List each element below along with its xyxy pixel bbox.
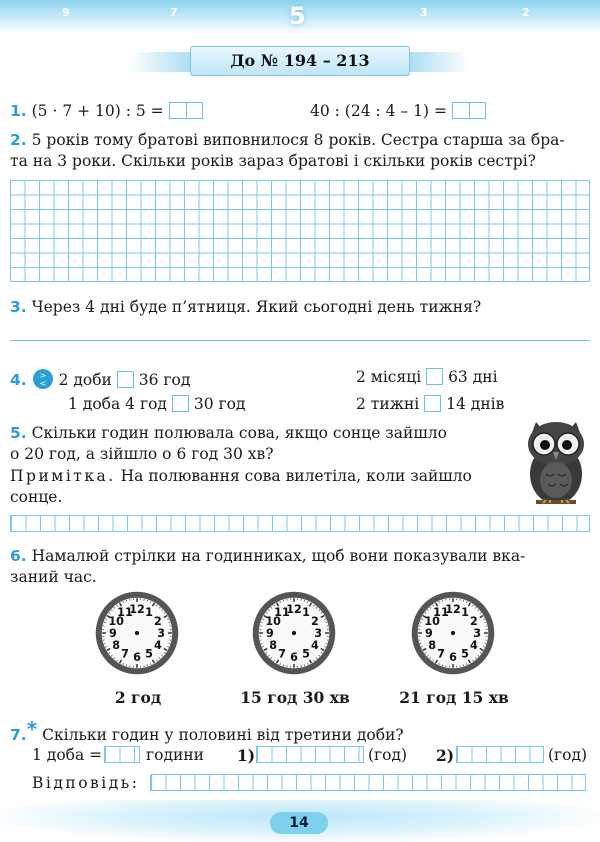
task-number: 5. — [10, 424, 27, 442]
bubble-number: 2 — [522, 6, 530, 19]
task2-line-2: та на 3 роки. Скільки років зараз братові і скільки років сестрі? — [10, 152, 536, 170]
bubble-number: 3 — [420, 6, 428, 19]
task1-expression-2 — [310, 102, 486, 120]
task1-expr1-text: (5 · 7 + 10) : 5 = — [31, 102, 164, 120]
compare-item: 2 місяці — [356, 368, 422, 386]
title-ribbon — [130, 44, 470, 80]
task-number: 2. — [10, 131, 27, 149]
page-number: 14 — [270, 812, 328, 834]
task5-answer-strip[interactable] — [10, 515, 590, 532]
task7-unit: (год) — [368, 746, 408, 764]
clock-dial-number: 10 — [424, 614, 440, 628]
clock-face[interactable] — [251, 590, 337, 676]
clock-dial-number: 11 — [117, 606, 133, 620]
top-decoration-band — [0, 0, 600, 34]
clock-dial — [410, 590, 496, 676]
compare-item: 36 год — [138, 371, 191, 389]
task7-day-label: 1 доба = — [32, 746, 103, 764]
clock-dial-number: 9 — [109, 626, 117, 640]
clock-time-label: 2 год — [114, 688, 162, 707]
task2-answer-grid[interactable] — [10, 180, 590, 282]
task5-note-line-2: сонце. — [10, 488, 63, 506]
clock-time-label: 15 год 30 хв — [240, 688, 350, 707]
task6-text: Намалюй стрілки на годинниках, щоб вони показували вка- — [31, 547, 526, 565]
clock-dial-number: 11 — [433, 606, 449, 620]
task4-row-2-left — [68, 395, 245, 413]
compare-box[interactable] — [117, 371, 134, 388]
compare-box[interactable] — [424, 395, 441, 412]
task7-hours-box[interactable] — [104, 746, 140, 763]
task7-step-1-box[interactable] — [256, 746, 364, 763]
compare-box[interactable] — [426, 368, 443, 385]
clock-dial-number: 10 — [265, 614, 281, 628]
clock-dial-number: 6 — [133, 650, 141, 664]
task4-row-2-right — [356, 395, 504, 413]
task2-text: 5 років тому братові виповнилося 8 років. Сестра старша за бра- — [31, 131, 565, 149]
answer-label: Відповідь: — [32, 774, 140, 792]
clock-center-dot — [451, 631, 455, 635]
clock-dial-number: 1 — [145, 606, 153, 620]
clock-dial-number: 4 — [469, 638, 478, 652]
task7-line — [10, 717, 404, 744]
clock-dial-number: 10 — [108, 614, 124, 628]
task6-line-1 — [10, 547, 525, 565]
clock-face[interactable] — [410, 590, 496, 676]
clock-dial-number: 2 — [469, 614, 478, 628]
task-number: 7. — [10, 726, 27, 744]
compare-signs-icon — [32, 368, 54, 390]
ribbon-wing-right — [400, 52, 470, 72]
clock-dial-number: 8 — [112, 638, 121, 652]
clock-dial-number: 8 — [428, 638, 437, 652]
clock-dial — [251, 590, 337, 676]
clock-center-dot — [292, 631, 296, 635]
clock-dial-number: 3 — [314, 626, 322, 640]
star-icon: * — [26, 717, 38, 741]
big-number: 5 — [289, 2, 306, 30]
task7-step-2: 2) — [436, 746, 455, 765]
task3-answer-line[interactable] — [10, 340, 590, 341]
clock-dial-number: 9 — [266, 626, 274, 640]
clock-dial-number: 5 — [461, 647, 469, 661]
task-number: 4. — [10, 371, 27, 389]
clock-dial-number: 7 — [437, 647, 445, 661]
svg-text:>: > — [39, 371, 46, 380]
task4-row-1-left — [10, 368, 190, 390]
task7-hours-word: години — [146, 746, 204, 764]
clock-dial-number: 7 — [121, 647, 129, 661]
clock-dial-number: 1 — [461, 606, 469, 620]
task7-unit: (год) — [548, 746, 588, 764]
answer-box[interactable] — [452, 102, 486, 119]
task-number: 1. — [10, 102, 27, 120]
clock-dial — [94, 590, 180, 676]
clock-dial-number: 4 — [153, 638, 162, 652]
compare-item: 2 доби — [58, 371, 112, 389]
task3-line — [10, 298, 481, 316]
task7-text: Скільки годин у половині від третини доби? — [42, 726, 404, 744]
compare-item: 14 днів — [446, 395, 505, 413]
clock-center-dot — [135, 631, 139, 635]
clock-dial-number: 6 — [449, 650, 457, 664]
clock-time-label: 21 год 15 хв — [399, 688, 509, 707]
clock-dial-number: 7 — [278, 647, 286, 661]
compare-item: 63 дні — [448, 368, 498, 386]
page-title: До № 194 – 213 — [190, 46, 410, 76]
clock-dial-number: 11 — [274, 606, 290, 620]
task1-expr2-text: 40 : (24 : 4 – 1) = — [310, 102, 447, 120]
task-number: 3. — [10, 298, 27, 316]
clock-dial-number: 12 — [129, 602, 145, 616]
clock-dial-number: 5 — [302, 647, 310, 661]
task5-line-2: о 20 год, а зійшло о 6 год 30 хв? — [10, 445, 274, 463]
task7-answer-strip[interactable] — [150, 774, 586, 791]
owl-illustration — [520, 416, 592, 506]
svg-text:<: < — [39, 379, 46, 388]
note-label: Примітка. — [10, 467, 116, 485]
task-number: 6. — [10, 547, 27, 565]
task4-row-1-right — [356, 368, 498, 386]
compare-item: 2 тижні — [356, 395, 420, 413]
clock-dial-number: 12 — [286, 602, 302, 616]
clock-dial-number: 9 — [425, 626, 433, 640]
task6-line-2: заний час. — [10, 568, 97, 586]
clock-dial-number: 1 — [302, 606, 310, 620]
task5-note-line-1 — [10, 467, 472, 485]
compare-box[interactable] — [172, 395, 189, 412]
bubble-number: 9 — [62, 6, 70, 19]
clock-dial-number: 8 — [269, 638, 278, 652]
task5-text: Скільки годин полювала сова, якщо сонце зайшло — [31, 424, 447, 442]
clock-dial-number: 3 — [473, 626, 481, 640]
task1-expression-1 — [10, 102, 203, 120]
note-text: На полювання сова вилетіла, коли зайшло — [115, 467, 472, 485]
clock-dial-number: 5 — [145, 647, 153, 661]
clock-dial-number: 4 — [310, 638, 319, 652]
answer-box[interactable] — [169, 102, 203, 119]
clock-dial-number: 3 — [157, 626, 165, 640]
compare-item: 30 год — [193, 395, 246, 413]
bubble-number: 7 — [170, 6, 178, 19]
clock-face[interactable] — [94, 590, 180, 676]
task5-line-1 — [10, 424, 447, 442]
task3-text: Через 4 дні буде п’ятниця. Який сьогодні день тижня? — [31, 298, 482, 316]
clock-dial-number: 2 — [153, 614, 162, 628]
clock-dial-number: 6 — [290, 650, 298, 664]
clock-dial-number: 12 — [445, 602, 461, 616]
task2-line-1 — [10, 131, 565, 149]
compare-item: 1 доба 4 год — [68, 395, 167, 413]
task7-step-2-box[interactable] — [456, 746, 544, 763]
task7-step-1: 1) — [237, 746, 256, 765]
clock-dial-number: 2 — [310, 614, 319, 628]
